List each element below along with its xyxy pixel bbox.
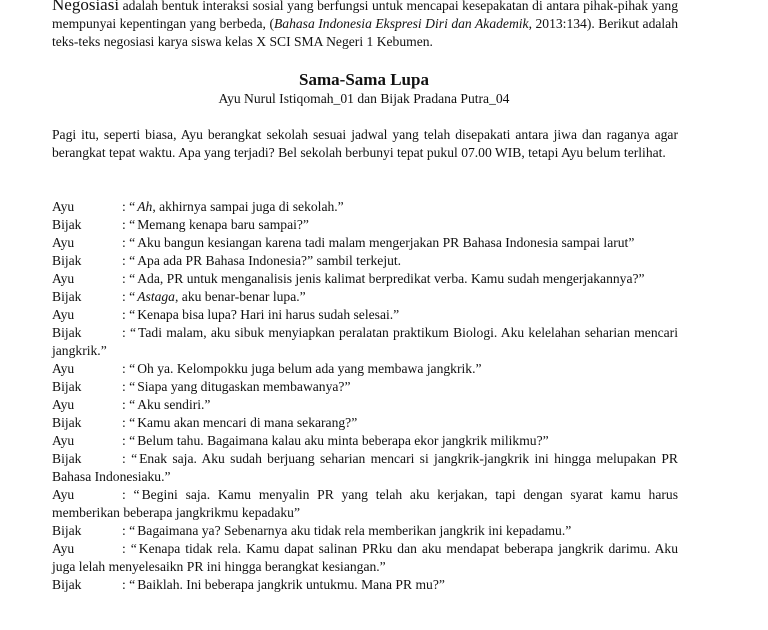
intro-paragraph [52,0,678,51]
dialogue-line [52,540,678,576]
dialogue-separator: : “ [122,325,137,340]
dialogue-line [52,360,678,378]
dialogue-speaker: Bijak [52,451,82,466]
dialogue-speaker: Bijak [52,379,82,394]
dialogue-text: Memang kenapa baru sampai?” [137,217,309,232]
intro-text-end: , 2013:134). Berikut adalah teks-teks negosiasi karya siswa kelas X SCI SMA Negeri 1 Kebumen. [52,16,679,49]
dialogue-speaker: Ayu [52,307,75,322]
dialogue-text: Bagaimana ya? Sebenarnya aku tidak rela memberikan jangkrik ini kepadamu.” [137,523,572,538]
dialogue-list [52,198,678,594]
dialogue-speaker: Ayu [52,397,75,412]
dialogue-separator: : “ [122,235,136,250]
dialogue-line [52,252,678,270]
dialogue-separator: : “ [122,289,136,304]
dialogue-line [52,324,678,360]
dialogue-separator: : “ [122,199,136,214]
dialogue-text: Apa ada PR Bahasa Indonesia?” sambil terkejut. [137,253,402,268]
dialogue-line [52,432,678,450]
dialogue-text: Tadi malam, aku sibuk menyiapkan peralatan praktikum Biologi. Aku kelelahan seharian mencari jangkrik.” [52,325,678,358]
dialogue-line [52,396,678,414]
document-authors: Ayu Nurul Istiqomah_01 dan Bijak Pradana Putra_04 [218,91,510,106]
intro-text: adalah bentuk interaksi sosial yang berfungsi untuk mencapai kesepakatan di antara pihak-pihak yang mempunyai kepentingan yang berbeda, ( [52,0,678,31]
dialogue-separator: : “ [122,451,138,466]
dialogue-text: Kenapa bisa lupa? Hari ini harus sudah selesai.” [137,307,400,322]
dialogue-speaker: Ayu [52,235,75,250]
document-title: Sama-Sama Lupa [299,70,429,89]
dialogue-text: Belum tahu. Bagaimana kalau aku minta beberapa ekor jangkrik milikmu?” [137,433,549,448]
dialogue-line [52,306,678,324]
dialogue-line [52,522,678,540]
dialogue-speaker: Bijak [52,289,82,304]
dialogue-text: Kamu akan mencari di mana sekarang?” [137,415,358,430]
dialogue-speaker: Bijak [52,217,82,232]
dialogue-text: Oh ya. Kelompokku juga belum ada yang membawa jangkrik.” [137,361,482,376]
dialogue-speaker: Ayu [52,487,75,502]
dialogue-speaker: Bijak [52,577,82,592]
dialogue-speaker: Ayu [52,271,75,286]
intro-lead-word: Negosiasi [52,0,120,14]
dialogue-speaker: Bijak [52,253,82,268]
dialogue-text: Siapa yang ditugaskan membawanya?” [137,379,351,394]
dialogue-line [52,270,678,288]
opening-paragraph: Pagi itu, seperti biasa, Ayu berangkat sekolah sesuai jadwal yang telah disepakati antara jiwa dan raganya agar berangkat tepat waktu. Apa yang terjadi? Bel sekolah berbunyi tepat pukul 07.00 WIB, tetapi Ayu belum terlihat. [52,127,678,160]
dialogue-separator: : “ [122,415,136,430]
dialogue-line [52,576,678,594]
dialogue-separator: : “ [122,217,136,232]
dialogue-text: Begini saja. Kamu menyalin PR yang telah aku kerjakan, tapi dengan syarat kamu harus memberikan beberapa jangkrikmu kepadaku” [52,487,678,520]
dialogue-speaker: Ayu [52,541,75,556]
dialogue-line [52,216,678,234]
dialogue-separator: : “ [122,253,136,268]
dialogue-speaker: Bijak [52,325,82,340]
dialogue-line [52,414,678,432]
intro-reference: Bahasa Indonesia Ekspresi Diri dan Akademik [273,16,529,31]
dialogue-separator: : “ [122,361,136,376]
dialogue-line [52,198,678,216]
dialogue-separator: : “ [122,433,136,448]
dialogue-speaker: Ayu [52,199,75,214]
dialogue-separator: : “ [122,397,136,412]
dialogue-separator: : “ [122,577,136,592]
dialogue-text: Ada, PR untuk menganalisis jenis kalimat berpredikat verba. Kamu sudah mengerjakannya?” [137,271,645,286]
dialogue-separator: : “ [122,541,137,556]
dialogue-speaker: Bijak [52,415,82,430]
dialogue-text: Enak saja. Aku sudah berjuang seharian mencari si jangkrik-jangkrik ini hingga melupakan PR Bahasa Indonesiaku.” [52,451,678,484]
dialogue-emphasis: Astaga [137,289,175,304]
dialogue-line [52,378,678,396]
dialogue-emphasis: Ah [137,199,153,214]
dialogue-separator: : “ [122,271,136,286]
dialogue-line [52,450,678,486]
dialogue-line [52,234,678,252]
dialogue-speaker: Ayu [52,361,75,376]
dialogue-speaker: Ayu [52,433,75,448]
dialogue-line [52,288,678,306]
dialogue-text: Kenapa tidak rela. Kamu dapat salinan PRku dan aku mendapat beberapa jangkrik darimu. Aku juga lelah menyelesaikn PR ini hingga berangkat kesiangan.” [52,541,678,574]
dialogue-speaker: Bijak [52,523,82,538]
dialogue-separator: : “ [122,523,136,538]
dialogue-separator: : “ [122,487,140,502]
dialogue-separator: : “ [122,307,136,322]
dialogue-text: , aku benar-benar lupa.” [174,289,306,304]
dialogue-text: , akhirnya sampai juga di sekolah.” [152,199,344,214]
dialogue-text: Aku sendiri.” [137,397,211,412]
dialogue-line [52,486,678,522]
dialogue-text: Baiklah. Ini beberapa jangkrik untukmu. Mana PR mu?” [137,577,445,592]
dialogue-separator: : “ [122,379,136,394]
dialogue-text: Aku bangun kesiangan karena tadi malam mengerjakan PR Bahasa Indonesia sampai larut” [137,235,635,250]
